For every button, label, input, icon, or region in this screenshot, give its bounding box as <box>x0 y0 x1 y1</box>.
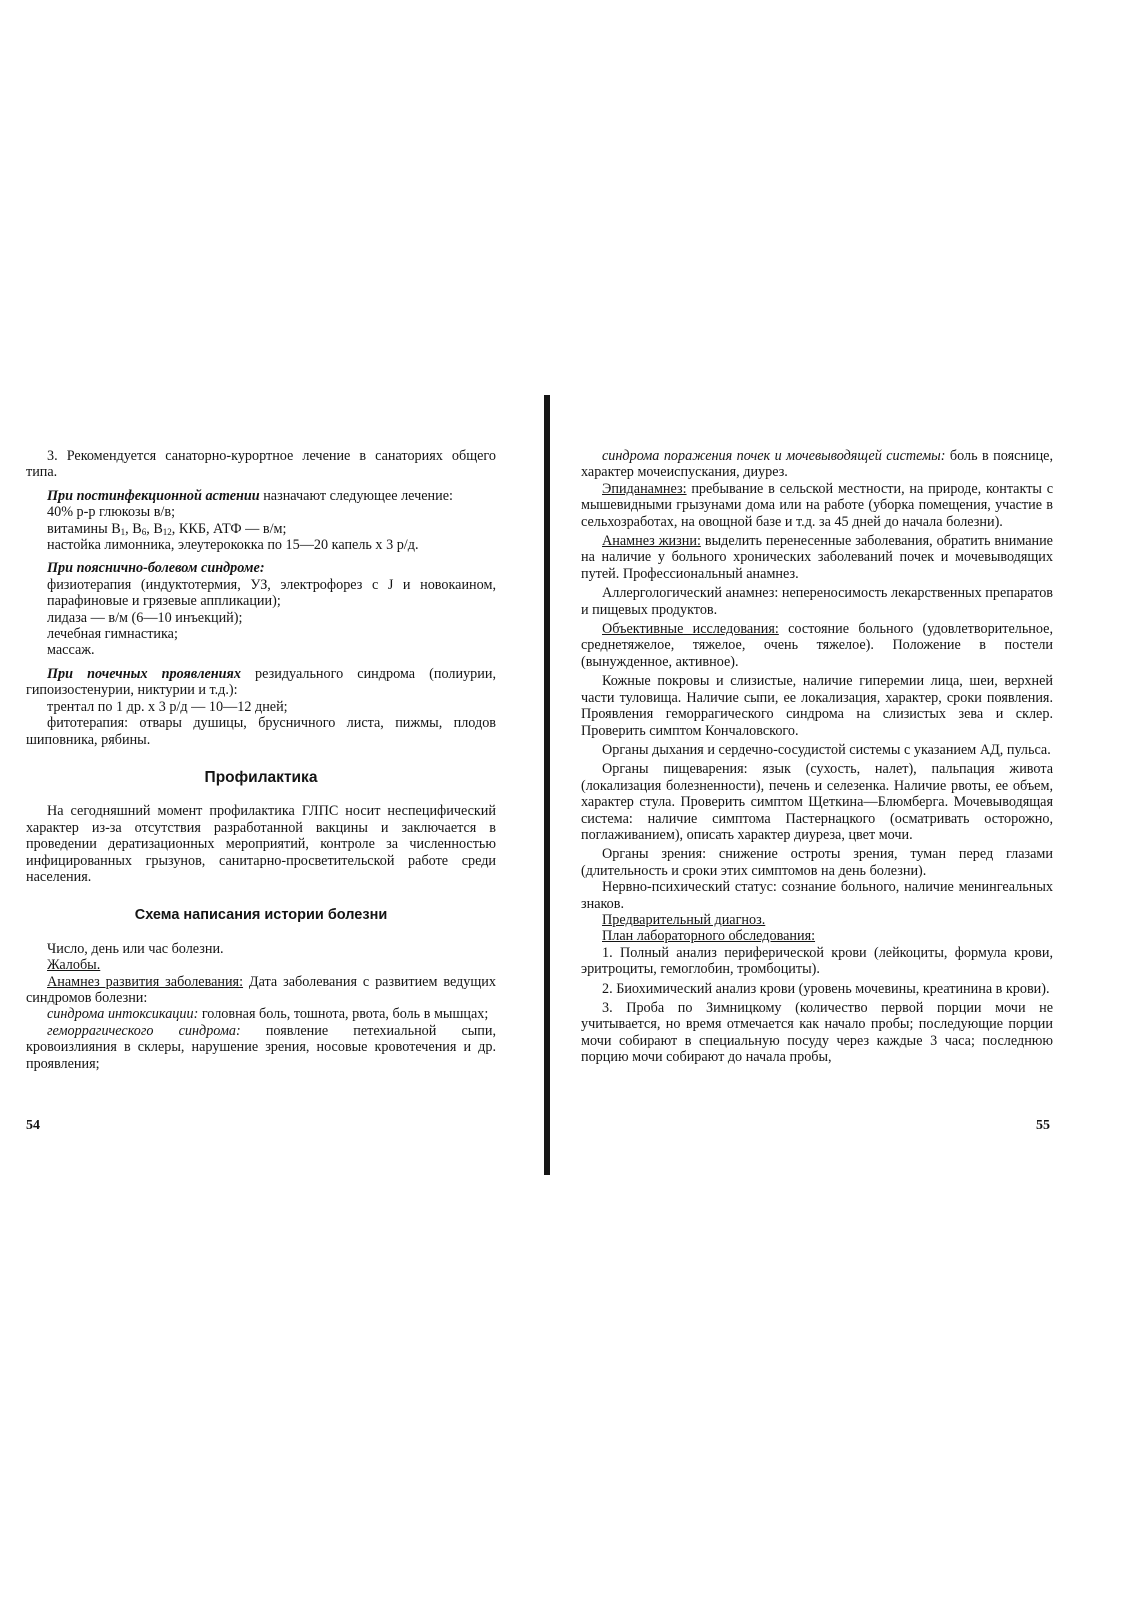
life-label: Анамнез жизни: <box>602 533 701 550</box>
glucose-item: 40% р-р глюкозы в/в; <box>47 504 176 521</box>
vitamin-sub-6: 6 <box>141 526 147 537</box>
page-number-left: 54 <box>26 1118 40 1133</box>
lumbar-label: При пояснично-болевом синдроме: <box>47 560 265 577</box>
intoxication-paragraph <box>26 1006 496 1022</box>
hemorrhagic-text: появление петехиальной сыпи, кровоизлияния в склеры, нарушение зрения, носовые кровотечения и др. проявления; <box>26 1022 497 1072</box>
prophylaxis-heading: Профилактика <box>204 768 318 786</box>
vision-paragraph: Органы зрения: снижение остроты зрения, туман перед глазами (длительность и сроки этих симптомов на день болезни). <box>581 846 1053 879</box>
anamnesis-text: Дата заболевания с развитием ведущих синдромов болезни: <box>26 973 496 1006</box>
vitamin-sub-1: 1 <box>120 526 126 537</box>
neuro-paragraph: Нервно-психический статус: сознание больного, наличие менингеальных знаков. <box>581 879 1053 912</box>
lumbar-item-gymnastics: лечебная гимнастика; <box>47 626 178 643</box>
renal-text: резидуального синдрома (полиурии, гипоизостенурии, никтурии и т.д.): <box>26 665 496 699</box>
prophylaxis-paragraph: На сегодняшний момент профилактика ГЛПС носит неспецифический характер из-за отсутствия разработанной вакцины и заключается в проведении дератизационных мероприятий, контроле за численностью инфицированных грызунов, санитарно-просветительской работе среди населения. <box>26 803 496 885</box>
sanatorium-paragraph: 3. Рекомендуется санаторно-курортное лечение в санаториях общего типа. <box>26 448 496 481</box>
vitamins-prefix: витамины В <box>47 520 121 537</box>
digestive-paragraph: Органы пищеварения: язык (сухость, налет), пальпация живота (локализация болезненности), печень и селезенка. Наличие рвоты, ее объем, характер стула. Проверить симптом Щеткина—Блюмберга. Мочевыводящая система: наличие симптома Пастернацкого (осматривать осторожно, поглаживанием), описать характер диуреза, цвет мочи. <box>581 761 1053 843</box>
renal-item-phyto: фитотерапия: отвары душицы, брусничного листа, пижмы, плодов шиповника, рябины. <box>26 715 496 748</box>
renal-label: При почечных проявлениях <box>47 665 241 682</box>
renal-paragraph <box>26 666 496 699</box>
life-paragraph <box>581 533 1053 582</box>
life-text: выделить перенесенные заболевания, обратить внимание на наличие у больного хронических заболеваний почек и мочевыводящих путей. Профессиональный анамнез. <box>581 533 1053 582</box>
lumbar-item-massage: массаж. <box>47 642 95 659</box>
tincture-item: настойка лимонника, элеутерококка по 15—20 капель х 3 р/д. <box>47 537 419 554</box>
epid-paragraph <box>581 481 1053 530</box>
intoxication-label: синдрома интоксикации: <box>47 1006 199 1023</box>
book-binding <box>544 395 550 1175</box>
date-line: Число, день или час болезни. <box>47 940 224 957</box>
lumbar-item-lidase: лидаза — в/м (6—10 инъекций); <box>47 609 243 626</box>
asthenia-text: назначают следующее лечение: <box>259 487 453 504</box>
right-page <box>581 448 1053 1066</box>
skin-paragraph: Кожные покровы и слизистые, наличие гиперемии лица, шеи, верхней части туловища. Наличие сыпи, ее локализация, характер, сроки появления. Проявления геморрагического синдрома на слизистых зева и склер. Проверить симптом Кончаловского. <box>581 673 1053 739</box>
objective-paragraph <box>581 621 1053 670</box>
vitamins-item: витамины $В_1$, $В_6$, $В_{12}$, ККБ, АТФ — в/м; <box>47 520 287 537</box>
complaints-line: Жалобы. <box>47 957 101 974</box>
lab-plan-heading: План лабораторного обследования: <box>602 928 816 945</box>
asthenia-label: При постинфекционной астении <box>47 487 260 504</box>
lumbar-item-physio: физиотерапия (индуктотермия, УЗ, электрофорез с J и новокаином, парафиновые и грязевые аппликации); <box>47 576 496 610</box>
asthenia-paragraph <box>26 488 496 504</box>
vitamin-sub-12: 12 <box>162 526 172 537</box>
left-page <box>26 448 496 1072</box>
objective-label: Объективные исследования: <box>602 621 779 638</box>
preliminary-diagnosis: Предварительный диагноз. <box>602 911 766 928</box>
respiratory-paragraph: Органы дыхания и сердечно-сосудистой системы с указанием АД, пульса. <box>602 741 1051 758</box>
hemorrhagic-label: геморрагического синдрома: <box>47 1022 241 1039</box>
lab-item-biochemistry: 2. Биохимический анализ крови (уровень мочевины, креатинина в крови). <box>602 980 1050 997</box>
lab-item-blood-count: 1. Полный анализ периферической крови (лейкоциты, формула крови, эритроциты, гемоглобин, тромбоциты). <box>581 944 1053 978</box>
lab-item-zimnitsky: 3. Проба по Зимницкому (количество первой порции мочи не учитывается, но время отмечается как начало пробы; последующие порции мочи собирают в специальную посуду через каждые 3 часа; последнюю порцию мочи собирают до начала пробы, <box>581 1000 1053 1066</box>
allergy-paragraph: Аллергологический анамнез: непереносимость лекарственных препаратов и пищевых продуктов. <box>581 585 1053 618</box>
scheme-heading: Схема написания истории болезни <box>134 907 388 924</box>
renal-item-trental: трентал по 1 др. х 3 р/д — 10—12 дней; <box>47 698 288 715</box>
anamnesis-paragraph <box>26 974 496 1007</box>
kidney-text: боль в пояснице, характер мочеиспускания, диурез. <box>581 448 1054 481</box>
anamnesis-label: Анамнез развития заболевания: <box>47 973 244 990</box>
epid-text: пребывание в сельской местности, на природе, контакты с мышевидными грызунами дома или на работе (уборка помещения, участие в сельхозработах, на овощной базе и т.д. за 45 дней до начала болезни). <box>581 480 1053 530</box>
page-number-right: 55 <box>1036 1118 1050 1133</box>
objective-text: состояние больного (удовлетворительное, среднетяжелое, тяжелое, очень тяжелое). Положение в постели (вынужденное, активное). <box>581 621 1054 670</box>
intoxication-text: головная боль, тошнота, рвота, боль в мышцах; <box>198 1006 489 1023</box>
vitamins-suffix: , ККБ, АТФ — в/м; <box>171 520 287 537</box>
kidney-label: синдрома поражения почек и мочевыводящей системы: <box>602 448 946 464</box>
epid-label: Эпиданамнез: <box>602 480 687 497</box>
hemorrhagic-paragraph <box>26 1023 496 1072</box>
kidney-paragraph <box>581 448 1053 481</box>
